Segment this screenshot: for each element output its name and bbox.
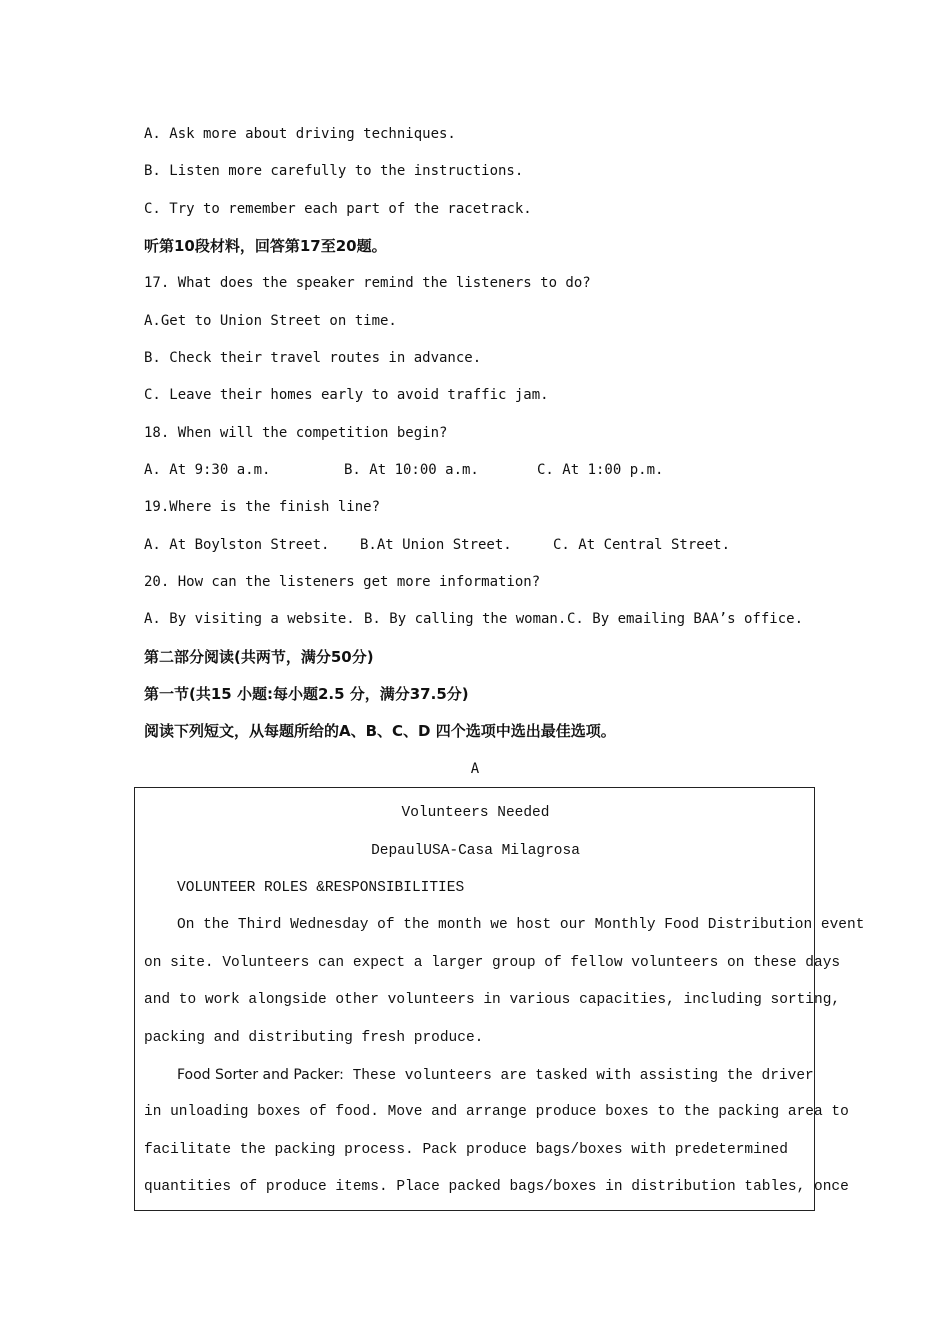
q20-option-a: A. By visiting a website. (144, 611, 355, 627)
q18-options (144, 460, 663, 480)
p2-line-4: quantities of produce items. Place packed bags/boxes in distribution tables, once (144, 1179, 849, 1195)
q20-option-c: C. By emailing BAA’s office. (567, 611, 804, 627)
q16-option-b: B. Listen more carefully to the instructions. (144, 163, 524, 179)
q20-stem: 20. How can the listeners get more information? (144, 574, 541, 590)
q19-options (144, 535, 730, 555)
p1-line-1: On the Third Wednesday of the month we host our Monthly Food Distribution event (177, 917, 865, 933)
q19-option-a: A. At Boylston Street. (144, 537, 330, 553)
q20-options (144, 609, 803, 629)
roles-heading: VOLUNTEER ROLES &RESPONSIBILITIES (177, 880, 465, 896)
passage-box (134, 787, 865, 1211)
p1-line-3: and to work alongside other volunteers in various capacities, including sorting, (144, 992, 841, 1008)
q19-stem: 19.Where is the finish line? (144, 499, 381, 515)
p1-line-2: on site. Volunteers can expect a larger group of fellow volunteers on these days (144, 955, 841, 971)
q18-option-a: A. At 9:30 a.m. (144, 462, 271, 478)
q17-stem: 17. What does the speaker remind the listeners to do? (144, 275, 591, 291)
q16-option-a: A. Ask more about driving techniques. (144, 126, 456, 142)
p2-line-2: in unloading boxes of food. Move and arrange produce boxes to the packing area to (144, 1104, 849, 1120)
q19-option-b: B.At Union Street. (360, 537, 512, 553)
q17-option-c: C. Leave their homes early to avoid traffic jam. (144, 387, 549, 403)
passage-subtitle: DepaulUSA-Casa Milagrosa (371, 843, 580, 859)
reading-instruction: 阅读下列短文，从每题所给的A、B、C、D 四个选项中选出最佳选项。 (144, 722, 616, 740)
q16-option-c: C. Try to remember each part of the racetrack. (144, 201, 532, 217)
q18-option-c: C. At 1:00 p.m. (537, 462, 664, 478)
p1-line-4: packing and distributing fresh produce. (144, 1030, 484, 1046)
p2-line-3: facilitate the packing process. Pack produce bags/boxes with predetermined (144, 1142, 788, 1158)
q19-option-c: C. At Central Street. (553, 537, 731, 553)
part2-heading: 第二部分阅读(共两节，满分50分) (144, 648, 374, 666)
passage-title: Volunteers Needed (401, 805, 550, 821)
section1-heading: 第一节(共15 小题:每小题2.5 分，满分37.5分) (144, 685, 469, 703)
q17-option-a: A.Get to Union Street on time. (144, 313, 397, 329)
q17-option-b: B. Check their travel routes in advance. (144, 350, 482, 366)
q18-option-b: B. At 10:00 a.m. (344, 462, 479, 478)
q20-option-b: B. By calling the woman. (364, 611, 567, 627)
section10-heading: 听第10段材料，回答第17至20题。 (144, 237, 387, 255)
p2-line-1-text: These volunteers are tasked with assisting the driver (343, 1068, 814, 1084)
q18-stem: 18. When will the competition begin? (144, 425, 448, 441)
p2-term: Food Sorter and Packer: (177, 1067, 344, 1083)
p2-line-1 (177, 1065, 814, 1086)
passage-label: A (470, 761, 480, 777)
